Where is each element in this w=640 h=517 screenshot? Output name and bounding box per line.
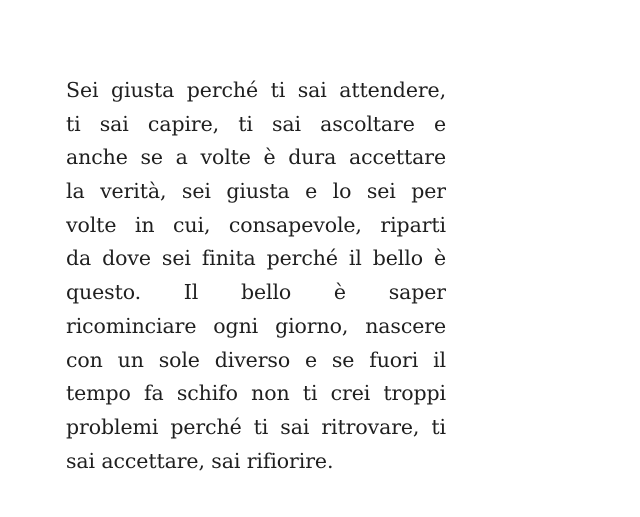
text-line: ricominciare ogni giorno, nascere bbox=[66, 313, 446, 338]
text-line: con un sole diverso e se fuori il bbox=[66, 347, 446, 372]
text-line: da dove sei finita perché il bello è bbox=[66, 246, 446, 271]
text-line: questo. Il bello è saper bbox=[66, 280, 446, 305]
text-paragraph bbox=[66, 74, 446, 478]
text-line: sai accettare, sai rifiorire. bbox=[66, 448, 334, 473]
text-line: la verità, sei giusta e lo sei per bbox=[66, 179, 446, 204]
text-line: volte in cui, consapevole, riparti bbox=[66, 212, 446, 237]
text-line: ti sai capire, ti sai ascoltare e bbox=[66, 111, 446, 136]
text-line: Sei giusta perché ti sai attendere, bbox=[66, 78, 446, 102]
text-line: anche se a volte è dura accettare bbox=[66, 145, 446, 170]
text-line: problemi perché ti sai ritrovare, ti bbox=[66, 414, 446, 439]
text-line: tempo fa schifo non ti crei troppi bbox=[66, 381, 446, 406]
